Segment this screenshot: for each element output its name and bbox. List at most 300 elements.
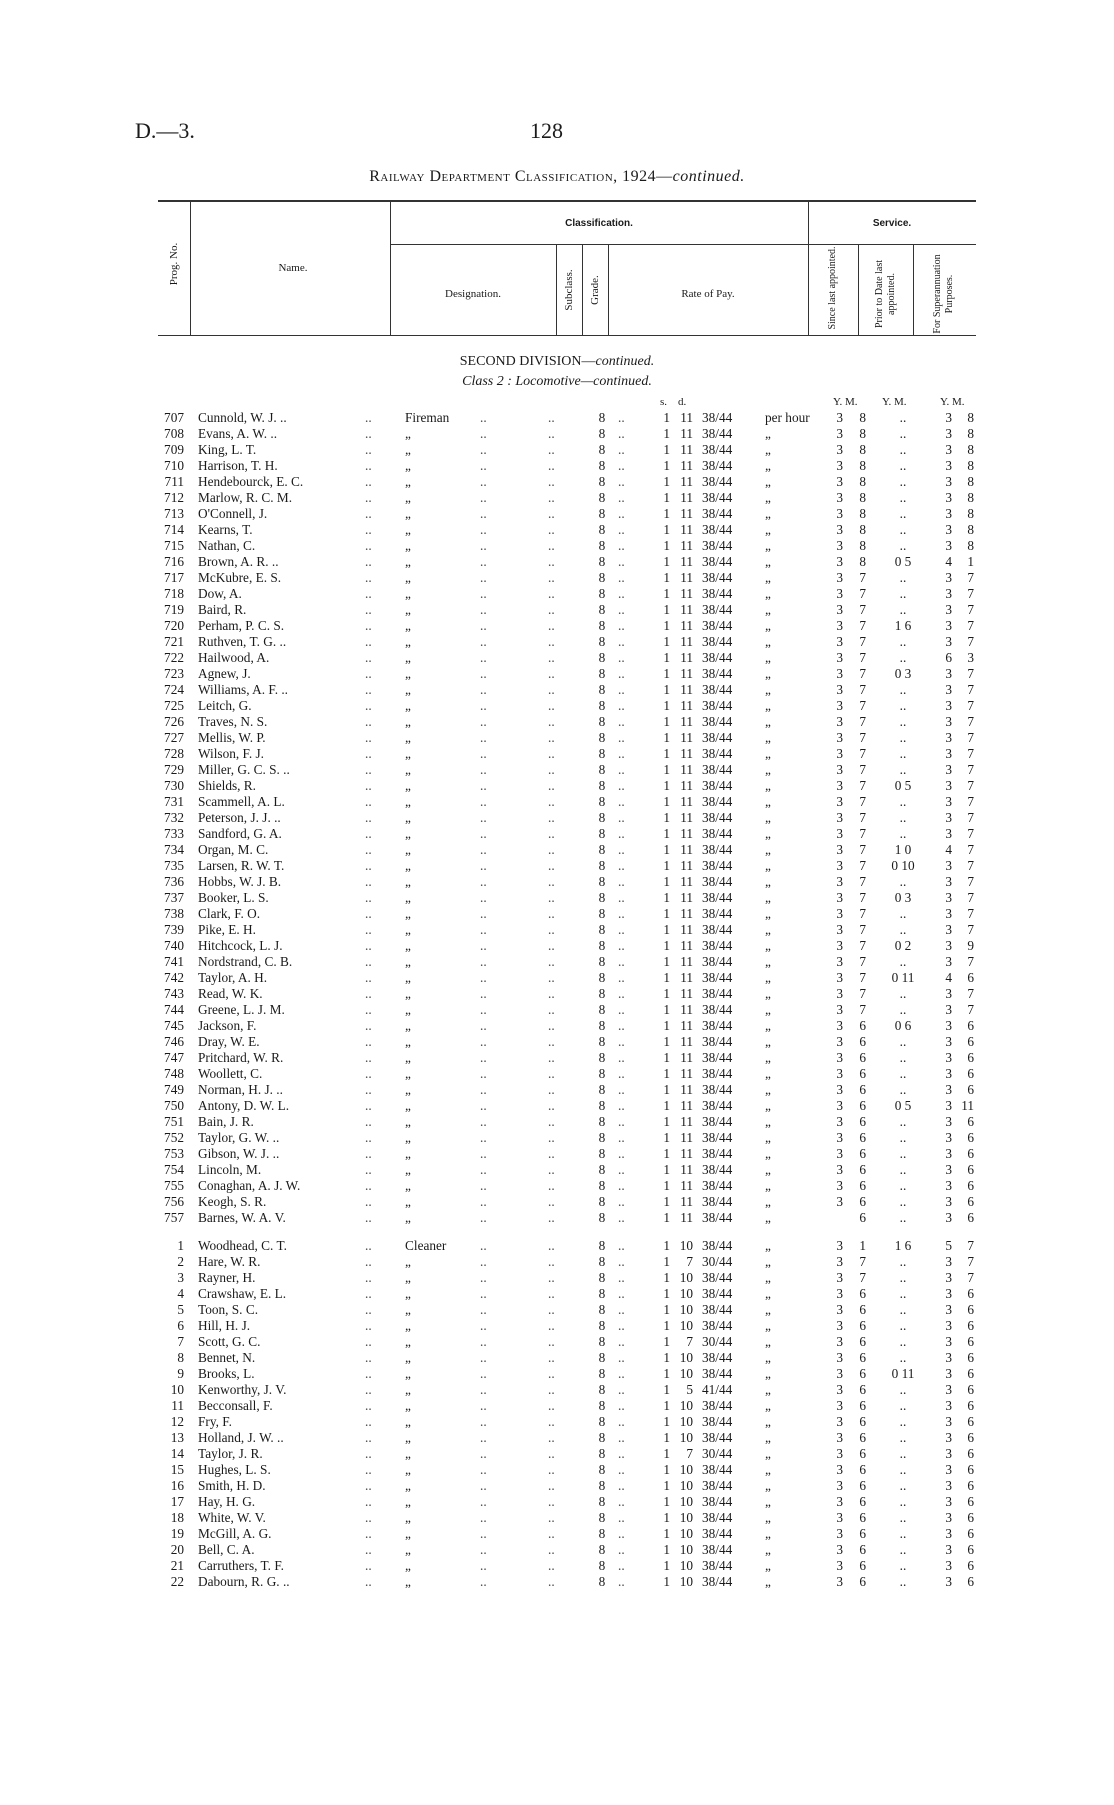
prior-service: .. [899, 506, 907, 521]
rate-pence: 11 [680, 778, 693, 793]
super-years: 3 [945, 1002, 952, 1017]
leader-dots: .. [365, 1414, 372, 1429]
since-months: 1 [859, 1238, 866, 1253]
prior-service: .. [899, 986, 907, 1001]
prior-service: .. [899, 1178, 907, 1193]
leader-dots: .. [548, 1414, 555, 1429]
rate-unit: „ [765, 1194, 771, 1209]
leader-dots: .. [618, 730, 625, 745]
rate-pence: 11 [680, 1082, 693, 1097]
since-months: 8 [859, 426, 866, 441]
leader-dots: .. [480, 810, 487, 825]
leader-dots: .. [480, 1302, 487, 1317]
leader-dots: .. [618, 874, 625, 889]
since-months: 7 [859, 682, 866, 697]
since-years: 3 [836, 954, 843, 969]
leader-dots: .. [548, 1238, 555, 1253]
rate-unit: „ [765, 586, 771, 601]
super-years: 3 [945, 890, 952, 905]
leader-dots: .. [618, 682, 625, 697]
designation: „ [405, 762, 411, 777]
since-years: 3 [836, 874, 843, 889]
leader-dots: .. [548, 618, 555, 633]
prior-service: .. [899, 794, 907, 809]
super-months: 6 [967, 1414, 974, 1429]
rate-shillings: 1 [663, 714, 670, 729]
rate-pence: 10 [679, 1542, 693, 1557]
leader-dots: .. [548, 442, 555, 457]
leader-dots: .. [548, 474, 555, 489]
employee-name: Harrison, T. H. [198, 458, 278, 473]
since-years: 3 [836, 810, 843, 825]
prior-service: .. [899, 410, 907, 425]
designation: „ [405, 586, 411, 601]
employee-name: McKubre, E. S. [198, 570, 282, 585]
employee-name: Pritchard, W. R. [198, 1050, 284, 1065]
designation: „ [405, 826, 411, 841]
super-years: 3 [945, 458, 952, 473]
rate-unit: „ [765, 954, 771, 969]
since-months: 7 [859, 1270, 866, 1285]
prog-no: 712 [164, 490, 184, 505]
designation: „ [405, 794, 411, 809]
leader-dots: .. [548, 1302, 555, 1317]
rate-pence: 11 [680, 586, 693, 601]
rate-pence: 11 [680, 426, 693, 441]
designation: „ [405, 458, 411, 473]
super-years: 3 [945, 1050, 952, 1065]
super-months: 8 [967, 426, 974, 441]
since-years: 3 [836, 1478, 843, 1493]
subclass: 8 [598, 586, 606, 601]
leader-dots: .. [365, 458, 372, 473]
leader-dots: .. [480, 1082, 487, 1097]
prior-service: .. [899, 1130, 907, 1145]
leader-dots: .. [365, 1542, 372, 1557]
designation: „ [405, 1098, 411, 1113]
leader-dots: .. [618, 1494, 625, 1509]
rate-unit: „ [765, 634, 771, 649]
super-years: 3 [945, 1018, 952, 1033]
employee-name: Nordstrand, C. B. [198, 954, 293, 969]
prog-no: 737 [164, 890, 184, 905]
leader-dots: .. [618, 442, 625, 457]
leader-dots: .. [365, 586, 372, 601]
rate-unit: „ [765, 506, 771, 521]
leader-dots: .. [480, 570, 487, 585]
header-since-last-appointed: Since last appointed. [827, 246, 838, 330]
leader-dots: .. [480, 890, 487, 905]
unit-ym-prior: Y. M. [882, 396, 907, 408]
super-years: 3 [945, 1146, 952, 1161]
employee-name: Bain, J. R. [198, 1114, 254, 1129]
leader-dots: .. [365, 954, 372, 969]
since-years: 3 [836, 1254, 843, 1269]
leader-dots: .. [365, 490, 372, 505]
prog-no: 716 [164, 554, 184, 569]
leader-dots: .. [480, 906, 487, 921]
super-years: 3 [945, 1398, 952, 1413]
subclass: 8 [598, 410, 606, 425]
since-months: 7 [859, 762, 866, 777]
leader-dots: .. [548, 1050, 555, 1065]
leader-dots: .. [365, 554, 372, 569]
rate-pence: 10 [679, 1574, 693, 1589]
leader-dots: .. [548, 1366, 555, 1381]
leader-dots: .. [365, 986, 372, 1001]
leader-dots: .. [618, 666, 625, 681]
employee-name: Traves, N. S. [198, 714, 268, 729]
rate-unit: „ [765, 1494, 771, 1509]
leader-dots: .. [548, 1178, 555, 1193]
rate-unit: „ [765, 842, 771, 857]
super-years: 3 [945, 922, 952, 937]
since-months: 7 [859, 698, 866, 713]
employee-name: Antony, D. W. L. [198, 1098, 290, 1113]
prog-no: 739 [164, 922, 184, 937]
super-months: 6 [967, 1558, 974, 1573]
rate-shillings: 1 [663, 586, 670, 601]
employee-name: Conaghan, A. J. W. [198, 1178, 301, 1193]
prior-service: .. [899, 1350, 907, 1365]
since-years: 3 [836, 906, 843, 921]
header-rate-of-pay: Rate of Pay. [681, 288, 735, 300]
super-months: 7 [967, 922, 974, 937]
subclass: 8 [598, 1446, 606, 1461]
prior-service: .. [899, 1462, 907, 1477]
leader-dots: .. [480, 538, 487, 553]
prog-no: 11 [171, 1398, 184, 1413]
table-row [150, 1446, 980, 1462]
prior-service: .. [899, 458, 907, 473]
since-months: 6 [859, 1430, 866, 1445]
leader-dots: .. [365, 1002, 372, 1017]
leader-dots: .. [365, 858, 372, 873]
rate-fraction: 38/44 [702, 746, 733, 761]
table-row [150, 522, 980, 538]
employee-name: Barnes, W. A. V. [198, 1210, 286, 1225]
leader-dots: .. [548, 922, 555, 937]
prog-no: 2 [177, 1254, 184, 1269]
leader-dots: .. [365, 778, 372, 793]
leader-dots: .. [618, 1414, 625, 1429]
rate-unit: „ [765, 1574, 771, 1589]
subclass: 8 [598, 1270, 606, 1285]
designation: „ [405, 954, 411, 969]
since-months: 7 [859, 602, 866, 617]
rate-fraction: 30/44 [702, 1254, 733, 1269]
super-years: 3 [945, 906, 952, 921]
prog-no: 750 [164, 1098, 184, 1113]
since-years: 3 [836, 1034, 843, 1049]
rate-fraction: 38/44 [702, 794, 733, 809]
prior-service: .. [899, 1034, 907, 1049]
designation: „ [405, 1398, 411, 1413]
leader-dots: .. [618, 1066, 625, 1081]
rate-pence: 11 [680, 490, 693, 505]
rate-shillings: 1 [663, 1318, 670, 1333]
table-row [150, 410, 980, 426]
prior-service: 0 6 [894, 1018, 912, 1033]
super-months: 6 [967, 1162, 974, 1177]
super-years: 3 [945, 634, 952, 649]
super-months: 1 [967, 554, 974, 569]
rate-fraction: 38/44 [702, 554, 733, 569]
prog-no: 728 [164, 746, 184, 761]
since-months: 7 [859, 714, 866, 729]
subclass: 8 [598, 570, 606, 585]
rate-fraction: 38/44 [702, 1002, 733, 1017]
rate-shillings: 1 [663, 474, 670, 489]
super-years: 3 [945, 666, 952, 681]
subclass: 8 [598, 986, 606, 1001]
leader-dots: .. [480, 634, 487, 649]
prog-no: 740 [164, 938, 184, 953]
prior-service: .. [899, 442, 907, 457]
subclass: 8 [598, 1414, 606, 1429]
table-row [150, 1350, 980, 1366]
leader-dots: .. [365, 1082, 372, 1097]
rate-shillings: 1 [663, 954, 670, 969]
rate-pence: 11 [680, 458, 693, 473]
rate-fraction: 38/44 [702, 1018, 733, 1033]
table-row [150, 1254, 980, 1270]
prog-no: 754 [164, 1162, 184, 1177]
rate-unit: „ [765, 458, 771, 473]
subclass: 8 [598, 1542, 606, 1557]
leader-dots: .. [365, 1210, 372, 1225]
super-months: 7 [967, 810, 974, 825]
designation: „ [405, 1382, 411, 1397]
subclass: 8 [598, 810, 606, 825]
since-years: 3 [836, 682, 843, 697]
leader-dots: .. [548, 490, 555, 505]
since-years: 3 [836, 554, 843, 569]
leader-dots: .. [618, 842, 625, 857]
super-months: 7 [967, 1002, 974, 1017]
leader-dots: .. [480, 826, 487, 841]
employee-name: Booker, L. S. [198, 890, 269, 905]
since-years: 3 [836, 1382, 843, 1397]
rate-fraction: 38/44 [702, 586, 733, 601]
leader-dots: .. [480, 506, 487, 521]
leader-dots: .. [548, 954, 555, 969]
subclass: 8 [598, 714, 606, 729]
super-months: 6 [967, 1366, 974, 1381]
since-months: 8 [859, 538, 866, 553]
rate-pence: 11 [680, 842, 693, 857]
designation: „ [405, 874, 411, 889]
table-row [150, 1098, 980, 1114]
prog-no: 730 [164, 778, 184, 793]
designation: „ [405, 602, 411, 617]
employee-name: Fry, F. [198, 1414, 232, 1429]
since-years: 3 [836, 1146, 843, 1161]
employee-name: Hitchcock, L. J. [198, 938, 283, 953]
rate-pence: 10 [679, 1430, 693, 1445]
header-name: Name. [278, 262, 308, 274]
leader-dots: .. [480, 458, 487, 473]
prior-service: 0 3 [894, 890, 912, 905]
since-months: 8 [859, 410, 866, 425]
super-months: 6 [967, 1398, 974, 1413]
prog-no: 719 [164, 602, 184, 617]
leader-dots: .. [480, 922, 487, 937]
rate-shillings: 1 [663, 1130, 670, 1145]
table-row [150, 1178, 980, 1194]
super-years: 3 [945, 538, 952, 553]
rate-unit: „ [765, 826, 771, 841]
rate-unit: „ [765, 1430, 771, 1445]
rate-pence: 11 [680, 1162, 693, 1177]
super-months: 6 [967, 1382, 974, 1397]
since-years: 3 [836, 842, 843, 857]
designation: „ [405, 442, 411, 457]
rate-unit: „ [765, 1462, 771, 1477]
super-months: 7 [967, 666, 974, 681]
leader-dots: .. [548, 778, 555, 793]
super-months: 8 [967, 410, 974, 425]
since-months: 7 [859, 938, 866, 953]
leader-dots: .. [480, 1318, 487, 1333]
rate-pence: 11 [680, 746, 693, 761]
leader-dots: .. [548, 890, 555, 905]
prior-service: .. [899, 1334, 907, 1349]
rate-shillings: 1 [663, 922, 670, 937]
since-months: 6 [859, 1162, 866, 1177]
rate-shillings: 1 [663, 522, 670, 537]
super-years: 3 [945, 1130, 952, 1145]
designation: „ [405, 1414, 411, 1429]
leader-dots: .. [618, 522, 625, 537]
since-years: 3 [836, 858, 843, 873]
leader-dots: .. [618, 1542, 625, 1557]
employee-name: Bell, C. A. [198, 1542, 255, 1557]
since-years: 3 [836, 1334, 843, 1349]
super-months: 6 [967, 1066, 974, 1081]
rate-shillings: 1 [663, 1462, 670, 1477]
leader-dots: .. [618, 458, 625, 473]
rate-shillings: 1 [663, 1510, 670, 1525]
designation: „ [405, 730, 411, 745]
rate-fraction: 38/44 [702, 1574, 733, 1589]
rate-pence: 11 [680, 858, 693, 873]
table-row [150, 618, 980, 634]
employee-name: Baird, R. [198, 602, 247, 617]
super-months: 6 [967, 1082, 974, 1097]
leader-dots: .. [548, 1002, 555, 1017]
subclass: 8 [598, 698, 606, 713]
since-years: 3 [836, 1318, 843, 1333]
rate-shillings: 1 [663, 1194, 670, 1209]
designation: „ [405, 1178, 411, 1193]
leader-dots: .. [548, 1430, 555, 1445]
prior-service: .. [899, 714, 907, 729]
since-months: 6 [859, 1114, 866, 1129]
cleaner-group [150, 1238, 980, 1590]
leader-dots: .. [548, 1574, 555, 1589]
designation: „ [405, 490, 411, 505]
prior-service: 0 10 [891, 858, 915, 873]
since-months: 7 [859, 778, 866, 793]
prog-no: 757 [164, 1210, 184, 1225]
table-row [150, 874, 980, 890]
super-years: 3 [945, 682, 952, 697]
rate-shillings: 1 [663, 762, 670, 777]
super-months: 8 [967, 538, 974, 553]
since-months: 6 [859, 1302, 866, 1317]
since-years: 3 [836, 1302, 843, 1317]
leader-dots: .. [365, 570, 372, 585]
since-years: 3 [836, 714, 843, 729]
rate-shillings: 1 [663, 1574, 670, 1589]
since-months: 6 [859, 1098, 866, 1113]
table-row [150, 762, 980, 778]
rate-fraction: 38/44 [702, 1510, 733, 1525]
super-years: 3 [945, 826, 952, 841]
super-months: 8 [967, 442, 974, 457]
rate-pence: 11 [680, 826, 693, 841]
prog-no: 721 [164, 634, 184, 649]
prog-no: 744 [164, 1002, 184, 1017]
leader-dots: .. [618, 1334, 625, 1349]
table-row [150, 1462, 980, 1478]
prior-service: .. [899, 1002, 907, 1017]
employee-name: Williams, A. F. .. [198, 682, 289, 697]
rate-fraction: 38/44 [702, 650, 733, 665]
leader-dots: .. [618, 1034, 625, 1049]
rate-pence: 11 [680, 410, 693, 425]
prior-service: .. [899, 810, 907, 825]
rate-pence: 11 [680, 1018, 693, 1033]
prog-no: 711 [164, 474, 184, 489]
since-months: 6 [859, 1462, 866, 1477]
employee-name: Scammell, A. L. [198, 794, 285, 809]
rate-fraction: 38/44 [702, 1430, 733, 1445]
leader-dots: .. [365, 1382, 372, 1397]
since-months: 6 [859, 1034, 866, 1049]
since-months: 6 [859, 1194, 866, 1209]
table-row [150, 1526, 980, 1542]
leader-dots: .. [548, 1350, 555, 1365]
employee-name: Dray, W. E. [198, 1034, 260, 1049]
rate-unit: „ [765, 1318, 771, 1333]
since-years: 3 [836, 1270, 843, 1285]
designation: „ [405, 1146, 411, 1161]
super-months: 7 [967, 714, 974, 729]
leader-dots: .. [365, 410, 372, 425]
rate-unit: „ [765, 1238, 771, 1253]
subclass: 8 [598, 618, 606, 633]
leader-dots: .. [365, 602, 372, 617]
rate-pence: 11 [680, 554, 693, 569]
designation: „ [405, 1270, 411, 1285]
leader-dots: .. [480, 1210, 487, 1225]
since-months: 6 [859, 1066, 866, 1081]
subclass: 8 [598, 1366, 606, 1381]
header-subclass: Subclass. [563, 269, 575, 311]
prior-service: 0 11 [891, 970, 915, 985]
super-years: 3 [945, 1194, 952, 1209]
leader-dots: .. [548, 410, 555, 425]
prog-no: 747 [164, 1050, 184, 1065]
prior-service: 0 5 [894, 778, 912, 793]
since-years: 3 [836, 1430, 843, 1445]
subclass: 8 [598, 794, 606, 809]
prog-no: 14 [170, 1446, 184, 1461]
rate-pence: 11 [680, 938, 693, 953]
prog-no: 733 [164, 826, 184, 841]
